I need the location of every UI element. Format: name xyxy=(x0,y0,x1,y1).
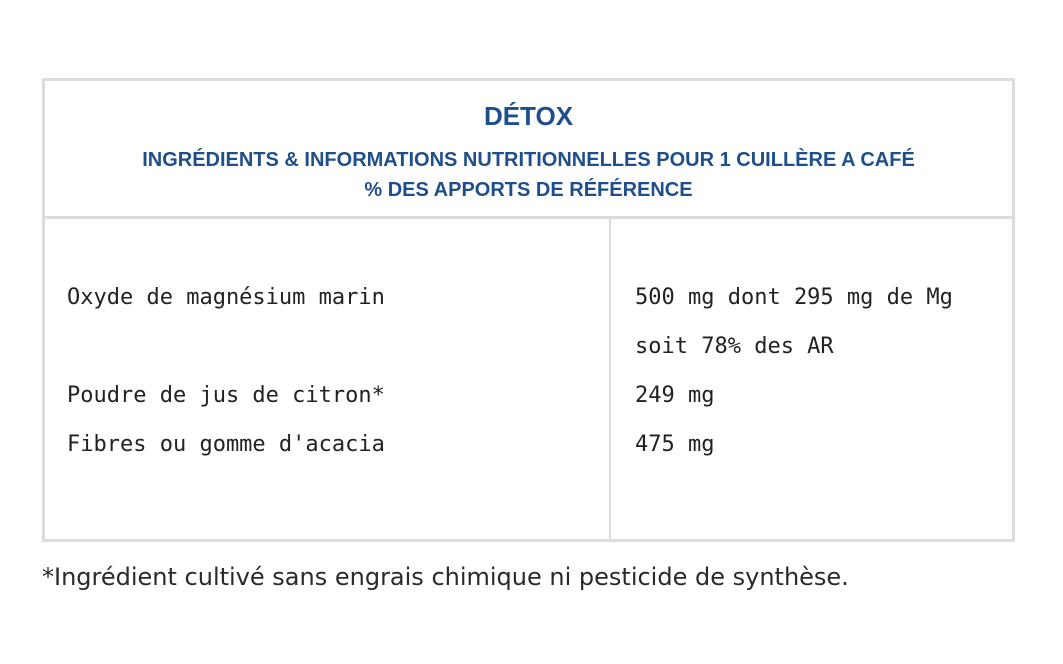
ingredient-cell: Oxyde de magnésium marin xyxy=(67,285,385,310)
table-subtitle xyxy=(45,145,1012,205)
ingredient-cell: Fibres ou gomme d'acacia xyxy=(67,432,385,457)
product-title: DÉTOX xyxy=(483,101,574,131)
amount-cell: 500 mg dont 295 mg de Mg xyxy=(635,285,953,310)
amount-note-cell: soit 78% des AR xyxy=(635,334,834,359)
subtitle-line-1: INGRÉDIENTS & INFORMATIONS NUTRITIONNELLES POUR 1 CUILLÈRE A CAFÉ xyxy=(142,149,915,171)
amount-cell: 249 mg xyxy=(635,383,715,408)
subtitle-line-2: % DES APPORTS DE RÉFÉRENCE xyxy=(364,179,693,201)
footnote: *Ingrédient cultivé sans engrais chimique ni pesticide de synthèse. xyxy=(42,563,849,591)
column-divider xyxy=(609,219,611,539)
amount-cell: 475 mg xyxy=(635,432,715,457)
nutrition-table xyxy=(42,78,1015,542)
ingredient-cell: Poudre de jus de citron* xyxy=(67,383,385,408)
table-header xyxy=(45,81,1012,219)
